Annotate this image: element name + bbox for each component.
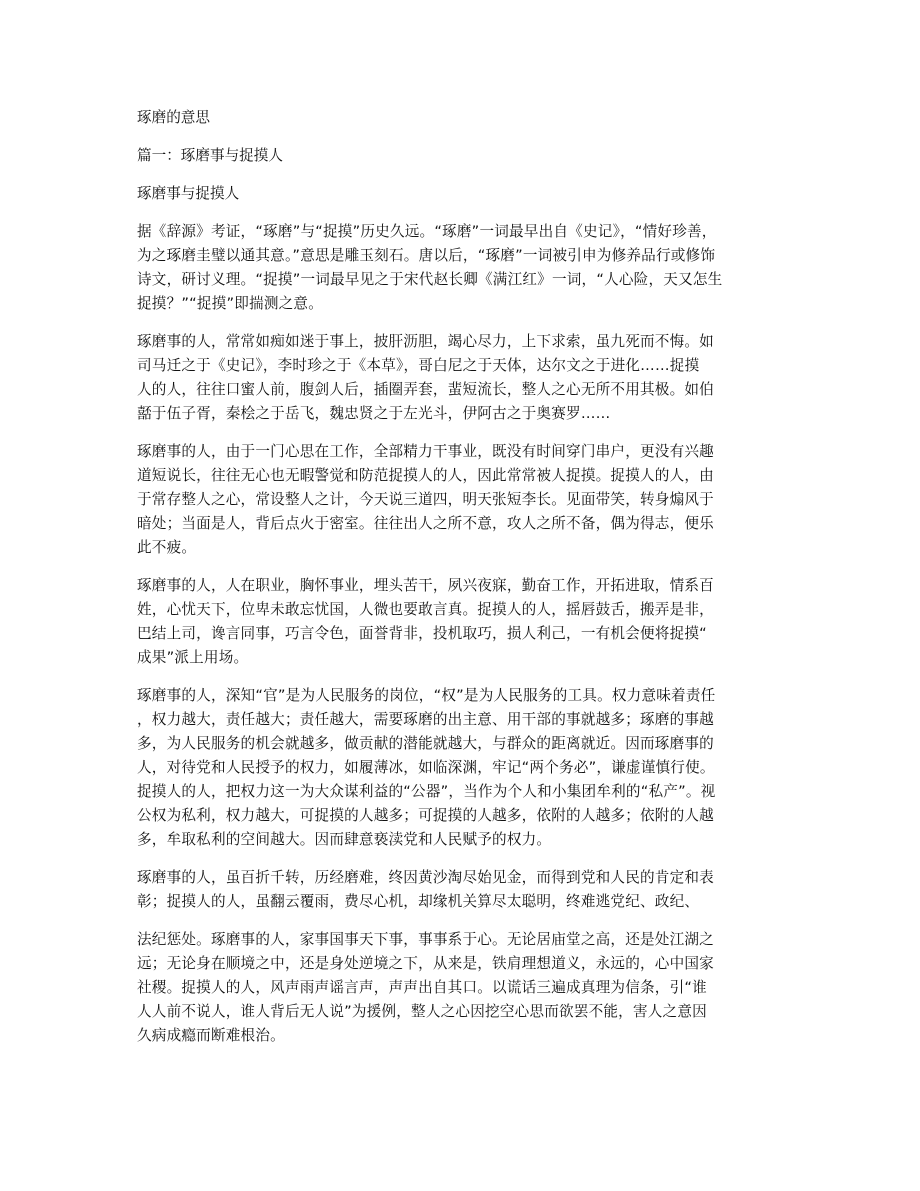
paragraph-7	[137, 928, 787, 1048]
text-line: 多，牟取私利的空间越大。因而肆意亵渎党和人民赋予的权力。	[137, 831, 552, 848]
text-line: 姓，心忧天下，位卑未敢忘忧国，人微也要敢言真。捉摸人的人，摇唇鼓舌，搬弄是非，	[137, 601, 714, 618]
text-line: 诗文，研讨义理。“捉摸”一词最早见之于宋代赵长卿《满江红》一词，“人心险，天又怎生	[137, 271, 723, 288]
paragraph-6	[137, 866, 787, 914]
text-line: 道短说长，往往无心也无暇警觉和防范捉摸人的人，因此常常被人捉摸。捉摸人的人，由	[137, 467, 714, 484]
text-line: 社稷。捉摸人的人，风声雨声谣言声，声声出自其口。以谎话三遍成真理为信条，引“谁	[137, 979, 707, 996]
text-line: 琢磨事的人，虽百折千转，历经磨难，终因黄沙淘尽始见金，而得到党和人民的肯定和表	[137, 869, 714, 886]
text-line: 司马迁之于《史记》，李时珍之于《本草》，哥白尼之于天体，达尔文之于进化……捉摸	[137, 357, 700, 374]
paragraph-5	[137, 684, 787, 852]
paragraph-3	[137, 440, 787, 560]
text-line: 巴结上司，谗言同事，巧言令色，面誉背非，投机取巧，损人利己，一有机会便将捉摸“	[137, 625, 707, 642]
text-line: 成果”派上用场。	[137, 649, 249, 666]
text-line: 多，为人民服务的机会就越多，做贡献的潜能就越大，与群众的距离就近。因而琢磨事的	[137, 735, 714, 752]
spacer	[137, 670, 787, 684]
spacer	[137, 316, 787, 330]
spacer	[137, 914, 787, 928]
text-line: 彰；捉摸人的人，虽翻云覆雨，费尽心机，却缘机关算尽太聪明，终难逃党纪、政纪、	[137, 893, 700, 910]
paragraph-2	[137, 330, 787, 426]
text-line: 人人前不说人，谁人背后无人说”为援例，整人之心因挖空心思而欲罢不能，害人之意因	[137, 1003, 707, 1020]
spacer	[137, 168, 787, 182]
text-line: 此不疲。	[137, 539, 197, 556]
spacer	[137, 130, 787, 144]
text-line: 琢磨事的人，深知“官”是为人民服务的岗位，“权”是为人民服务的工具。权力意味着责任	[137, 687, 716, 704]
text-line: 琢磨事的人，由于一门心思在工作，全部精力干事业，既没有时间穿门串户，更没有兴趣	[137, 443, 714, 460]
text-line: 于常存整人之心，常设整人之计，今天说三道四，明天张短李长。见面带笑，转身煽风于	[137, 491, 714, 508]
text-line: 远；无论身在顺境之中，还是身处逆境之下，从来是，铁肩理想道义，永远的，心中国家	[137, 955, 714, 972]
paragraph-1	[137, 220, 787, 316]
text-line: 公权为私利，权力越大，可捉摸的人越多；可捉摸的人越多，依附的人越多；依附的人越	[137, 807, 714, 824]
text-line: 琢磨事的人，人在职业，胸怀事业，埋头苦干，夙兴夜寐，勤奋工作，开拓进取，情系百	[137, 577, 714, 594]
spacer	[137, 560, 787, 574]
text-line: 法纪惩处。琢磨事的人，家事国事天下事，事事系于心。无论居庙堂之高，还是处江湖之	[137, 931, 714, 948]
document-page	[137, 106, 787, 1048]
text-line: 据《辞源》考证，“琢磨”与“捉摸”历史久远。“琢磨”一词最早出自《史记》，“情好珍善，	[137, 223, 717, 240]
spacer	[137, 426, 787, 440]
text-line: 琢磨事的人，常常如痴如迷于事上，披肝沥胆，竭心尽力，上下求索，虽九死而不悔。如	[137, 333, 714, 350]
section-heading: 篇一：琢磨事与捉摸人	[137, 147, 283, 164]
text-line: 人，对待党和人民授予的权力，如履薄冰，如临深渊，牢记“两个务必”，谦虚谨慎行使。	[137, 759, 715, 776]
article-title: 琢磨事与捉摸人	[137, 185, 240, 202]
paragraph-4	[137, 574, 787, 670]
spacer	[137, 852, 787, 866]
text-line: 久病成瘾而断难根治。	[137, 1027, 285, 1044]
text-line: 人的人，往往口蜜人前，腹剑人后，插圈弄套，蜚短流长，整人之心无所不用其极。如伯	[137, 381, 714, 398]
spacer	[137, 206, 787, 220]
text-line: ，权力越大，责任越大；责任越大，需要琢磨的出主意、用干部的事就越多；琢磨的事越	[137, 711, 714, 728]
text-line: 为之琢磨圭璧以通其意。”意思是雕玉刻石。唐以后，“琢磨”一词被引申为修养品行或修饰	[137, 247, 716, 264]
text-line: 暗处；当面是人，背后点火于密室。往往出人之所不意，攻人之所不备，偶为得志，便乐	[137, 515, 714, 532]
document-title: 琢磨的意思	[137, 109, 210, 126]
text-line: 嚭于伍子胥，秦桧之于岳飞，魏忠贤之于左光斗，伊阿古之于奥赛罗……	[137, 405, 611, 422]
text-line: 捉摸人的人，把权力这一为大众谋利益的“公器”，当作为个人和小集团牟利的“私产”。视	[137, 783, 716, 800]
text-line: 捉摸？”“捉摸”即揣测之意。	[137, 295, 324, 312]
